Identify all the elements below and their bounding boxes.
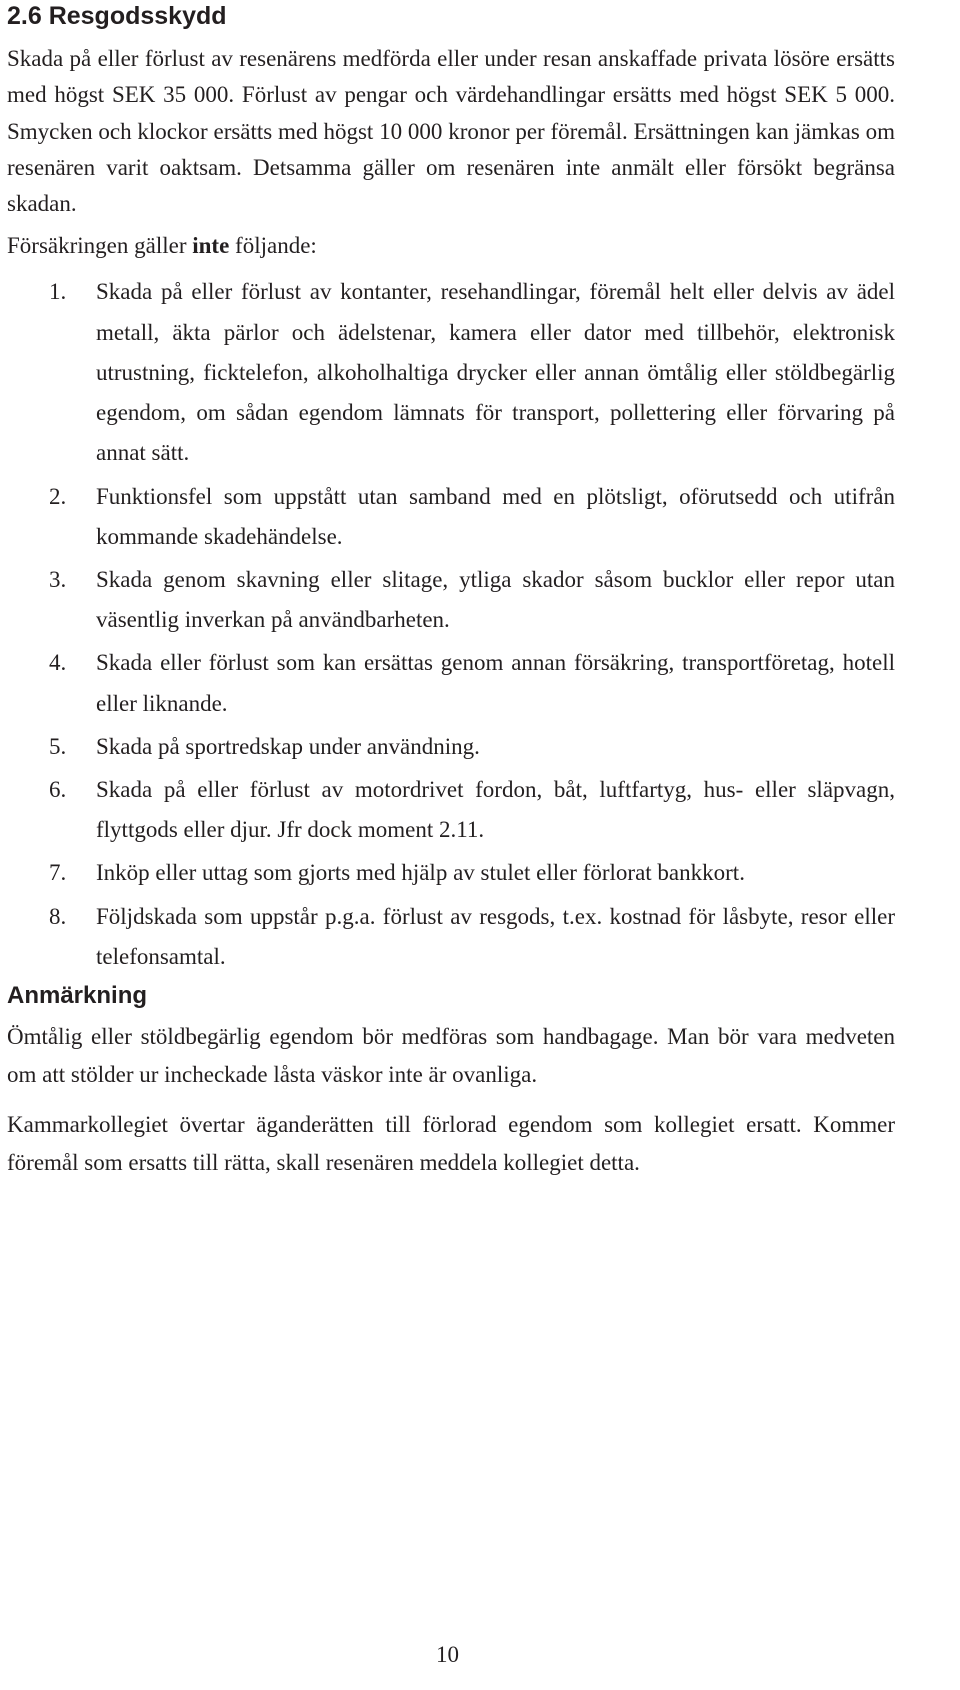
exclusion-item: [7, 272, 895, 473]
exclusion-text: Funktionsfel som uppstått utan samband med en plötsligt, oförutsedd och utifrån kommande skadehändelse.: [96, 483, 895, 549]
note-heading: Anmärkning: [7, 981, 148, 1009]
exclusion-number: 4.: [49, 650, 67, 676]
note-paragraph: Kammarkollegiet övertar äganderätten till förlorad egendom som kollegiet ersatt. Kommer föremål som ersatts till rätta, skall resenären meddela kollegiet detta.: [7, 1111, 895, 1175]
exclusion-number: 7.: [49, 860, 67, 886]
page-number: 10: [436, 1642, 459, 1667]
exclusion-item: [7, 727, 895, 767]
exclusion-text: Skada genom skavning eller slitage, ytliga skador såsom bucklor eller repor utan väsentlig inverkan på användbarheten.: [96, 566, 895, 633]
exclusion-number: 2.: [49, 483, 67, 509]
exclusion-text: Skada på eller förlust av kontanter, resehandlingar, föremål helt eller delvis av ädel metall, äkta pärlor och ädelstenar, kamera eller dator med tillbehör, elektronisk utrustning, ficktelefon, alkoholhaltiga drycker eller annan ömtålig eller stöldbegärlig egendom, om sådan egendom lämnats för transport, pollettering eller förvaring på annat sätt.: [96, 279, 895, 466]
exclusion-item: [7, 770, 895, 850]
exclusion-text: Följdskada som uppstår p.g.a. förlust av resgods, t.ex. kostnad för låsbyte, resor eller telefonsamtal.: [96, 903, 895, 969]
exclusion-number: 1.: [49, 279, 67, 305]
exclusion-text: Skada eller förlust som kan ersättas genom annan försäkring, transportföretag, hotell eller liknande.: [96, 650, 895, 716]
lead-text-after: följande:: [229, 233, 317, 259]
exclusion-number: 3.: [49, 566, 67, 592]
exclusions-lead: [7, 228, 895, 264]
exclusions-list: [7, 272, 895, 976]
exclusion-item: [7, 643, 895, 723]
exclusion-text: Skada på sportredskap under användning.: [96, 733, 480, 759]
exclusion-item: [7, 477, 895, 557]
note-paragraph: Ömtålig eller stöldbegärlig egendom bör medföras som handbagage. Man bör vara medveten om att stölder ur incheckade låsta väskor inte är ovanliga.: [7, 1023, 895, 1087]
exclusion-number: 6.: [49, 776, 67, 802]
section-heading: 2.6 Resgodsskydd: [7, 2, 227, 30]
exclusion-number: 5.: [49, 733, 67, 759]
intro-paragraph: Skada på eller förlust av resenärens medförda eller under resan anskaffade privata lösöre ersätts med högst SEK 35 000. Förlust av pengar och värdehandlingar ersätts med högst SEK 5 000. Smycken och klockor ersätts med högst 10 000 kronor per föremål. Ersättningen kan jämkas om resenären varit oaktsam. Detsamma gäller om resenären inte anmält eller försökt begränsa skadan.: [7, 46, 895, 217]
exclusion-item: [7, 897, 895, 977]
lead-text-before: Försäkringen gäller: [7, 233, 193, 259]
lead-text-bold: inte: [192, 233, 230, 259]
exclusion-item: [7, 853, 895, 893]
exclusion-text: Inköp eller uttag som gjorts med hjälp av stulet eller förlorat bankkort.: [96, 860, 745, 886]
exclusion-text: Skada på eller förlust av motordrivet fordon, båt, luftfartyg, hus- eller släpvagn, flyttgods eller djur. Jfr dock moment 2.11.: [96, 776, 895, 843]
document-page: [7, 0, 895, 1182]
exclusion-number: 8.: [49, 903, 67, 929]
exclusion-item: [7, 560, 895, 640]
